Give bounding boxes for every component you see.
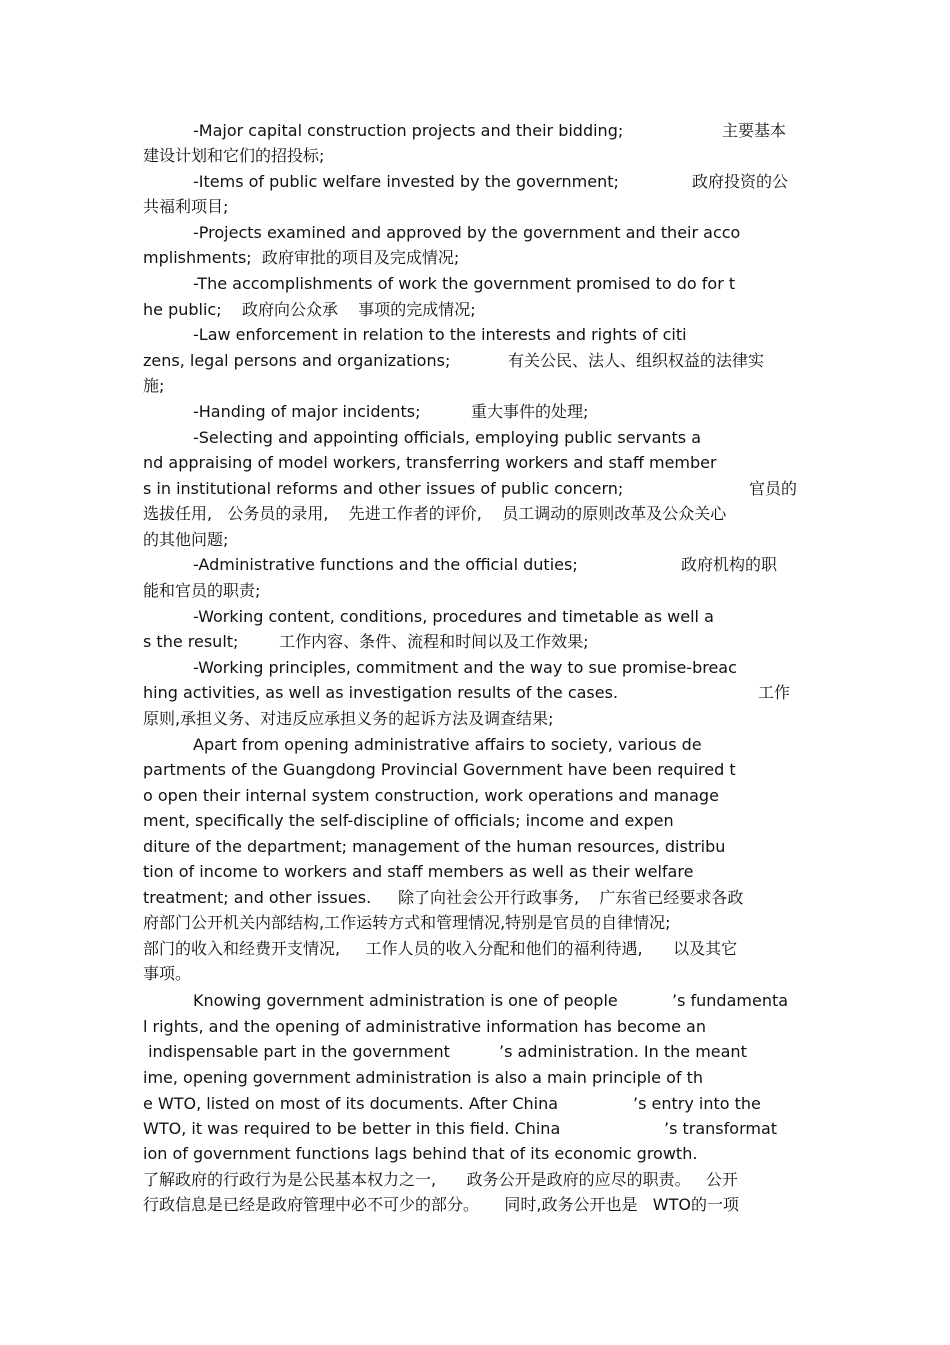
text-line: 有关公民、法人、组织权益的法律实 (508, 351, 765, 370)
text-line: 工作 (758, 683, 791, 702)
text-line: ime, opening government administration is also a main principle of th (143, 1068, 704, 1087)
text-line: zens, legal persons and organizations; (143, 351, 451, 370)
text-line: o open their internal system construction, work operations and manage (143, 786, 719, 805)
text-line: diture of the department; management of the human resources, distribu (143, 837, 726, 856)
text-line: WTO, it was required to be better in this field. China (143, 1119, 561, 1138)
text-line: indispensable part in the government (143, 1042, 450, 1061)
text-line: 官员的 (749, 479, 798, 498)
text-line: he public; 政府向公众承 事项的完成情况; (143, 300, 476, 319)
text-line: ’s fundamenta (672, 991, 789, 1010)
text-line: ment, specifically the self-discipline of officials; income and expen (143, 811, 674, 830)
text-line: 主要基本 (722, 121, 787, 140)
text-line: -Administrative functions and the official duties; (193, 555, 578, 574)
text-line: -Projects examined and approved by the government and their acco (193, 223, 741, 242)
text-line: mplishments; 政府审批的项目及完成情况; (143, 248, 460, 267)
text-line: 事项。 (143, 964, 192, 983)
text-line: 除了向社会公开行政事务, 广东省已经要求各政 (398, 888, 744, 907)
text-line: treatment; and other issues. (143, 888, 372, 907)
text-line: hing activities, as well as investigation results of the cases. (143, 683, 619, 702)
text-line: 建设计划和它们的招投标; (143, 146, 325, 165)
text-line: -Working content, conditions, procedures and timetable as well a (193, 607, 714, 626)
text-line: -Handing of major incidents; (193, 402, 421, 421)
text-line: 政府投资的公 (692, 172, 789, 191)
text-line: 了解政府的行政行为是公民基本权力之一, 政务公开是政府的应尽的职责。 公开 (143, 1170, 738, 1189)
text-line: 部门的收入和经费开支情况, 工作人员的收入分配和他们的福利待遇, 以及其它 (143, 939, 738, 958)
text-line: -Law enforcement in relation to the interests and rights of citi (193, 325, 687, 344)
text-line: 府部门公开机关内部结构,工作运转方式和管理情况,特别是官员的自律情况; (143, 913, 671, 932)
text-line: -Selecting and appointing officials, employing public servants a (193, 428, 702, 447)
text-line: l rights, and the opening of administrative information has become an (143, 1017, 706, 1036)
text-line: 选拔任用, 公务员的录用, 先进工作者的评价, 员工调动的原则改革及公众关心 (143, 504, 727, 523)
text-line: Apart from opening administrative affairs to society, various de (193, 735, 702, 754)
text-line: -Working principles, commitment and the way to sue promise-breac (193, 658, 737, 677)
text-line: 重大事件的处理; (471, 402, 589, 421)
text-line: ’s administration. In the meant (499, 1042, 747, 1061)
text-line: ’s transformat (664, 1119, 778, 1138)
text-line: 能和官员的职责; (143, 581, 261, 600)
text-line: -The accomplishments of work the government promised to do for t (193, 274, 736, 293)
text-line: ion of government functions lags behind that of its economic growth. (143, 1144, 698, 1163)
text-line: 政府机构的职 (681, 555, 778, 574)
text-line: tion of income to workers and staff members as well as their welfare (143, 862, 694, 881)
text-line: s the result; 工作内容、条件、流程和时间以及工作效果; (143, 632, 589, 651)
text-line: 共福利项目; (143, 197, 229, 216)
text-line: nd appraising of model workers, transferring workers and staff member (143, 453, 717, 472)
text-line: -Items of public welfare invested by the government; (193, 172, 619, 191)
text-line: -Major capital construction projects and their bidding; (193, 121, 624, 140)
text-line: e WTO, listed on most of its documents. After China (143, 1094, 559, 1113)
text-line: partments of the Guangdong Provincial Government have been required t (143, 760, 736, 779)
text-line: 的其他问题; (143, 530, 229, 549)
text-line: 施; (143, 376, 165, 395)
text-line: ’s entry into the (633, 1094, 761, 1113)
text-line: 原则,承担义务、对违反应承担义务的起诉方法及调查结果; (143, 709, 554, 728)
text-line: s in institutional reforms and other issues of public concern; (143, 479, 624, 498)
text-line: Knowing government administration is one of people (193, 991, 618, 1010)
text-line: 行政信息是已经是政府管理中必不可少的部分。 同时,政务公开也是 WTO的一项 (143, 1195, 739, 1214)
